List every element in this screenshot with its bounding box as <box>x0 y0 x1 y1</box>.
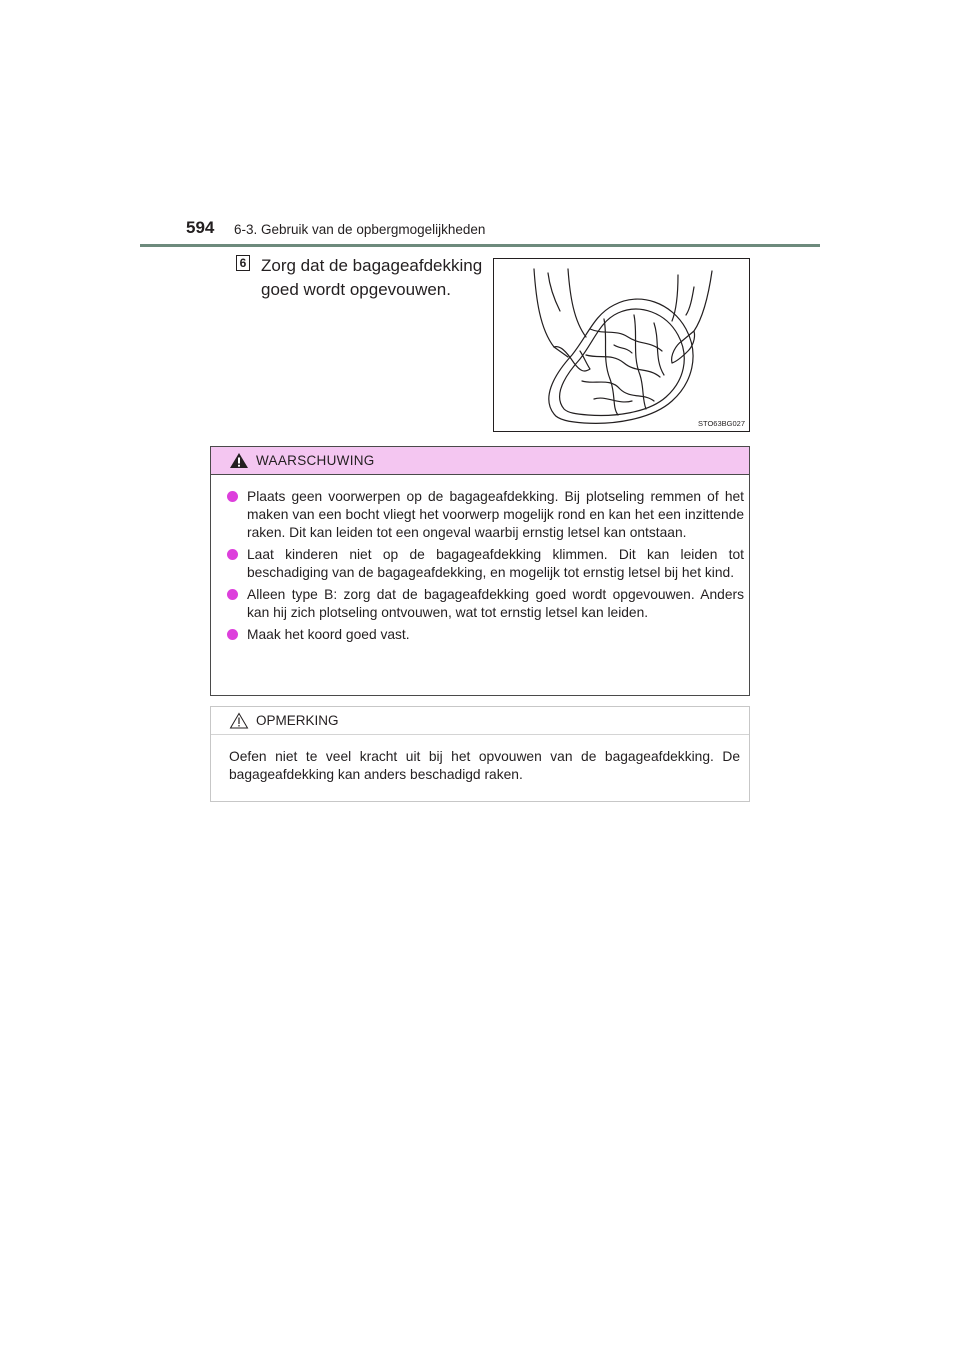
note-box <box>210 706 750 802</box>
bullet-dot-icon <box>227 549 238 560</box>
note-text: Oefen niet te veel kracht uit bij het opvouwen van de bagageafdekking. De bagageafdekking kan anders beschadigd raken. <box>229 749 740 782</box>
warning-item <box>225 586 744 622</box>
figure-code: STO63BG027 <box>698 419 745 428</box>
section-title: 6-3. Gebruik van de opbergmogelijkheden <box>234 222 486 237</box>
header-rule <box>140 244 820 247</box>
warning-item-text: Laat kinderen niet op de bagageafdekking klimmen. Dit kan leiden tot beschadiging van de bagageafdekking, en mogelijk tot ernstig letsel bij het kind. <box>247 547 744 580</box>
step-number: 6 <box>236 255 250 271</box>
warning-item <box>225 488 744 542</box>
warning-item <box>225 546 744 582</box>
caution-outline-icon <box>229 712 249 729</box>
warning-list <box>225 488 744 648</box>
warning-item <box>225 626 744 644</box>
warning-item-text: Maak het koord goed vast. <box>247 627 410 642</box>
warning-box <box>210 446 750 696</box>
warning-triangle-icon <box>229 452 249 469</box>
note-header <box>211 707 749 735</box>
folded-cover-drawing <box>494 259 749 431</box>
warning-item-text: Plaats geen voorwerpen op de bagageafdekking. Bij plotseling remmen of het maken van een bocht vliegt het voorwerp mogelijk rond en kan het een inzittende raken. Dit kan leiden tot een ongeval waarbij ernstig letsel kan ontstaan. <box>247 489 744 540</box>
bullet-dot-icon <box>227 589 238 600</box>
bullet-dot-icon <box>227 491 238 502</box>
bullet-dot-icon <box>227 629 238 640</box>
page-number: 594 <box>186 218 215 237</box>
warning-item-text: Alleen type B: zorg dat de bagageafdekking goed wordt opgevouwen. Anders kan hij zich plotseling ontvouwen, wat tot ernstig letsel kan leiden. <box>247 587 744 620</box>
warning-title: WAARSCHUWING <box>256 453 375 468</box>
note-title: OPMERKING <box>256 713 339 728</box>
warning-header <box>211 447 749 475</box>
illustration-folding-cover <box>493 258 750 432</box>
step-text: Zorg dat de bagageafdekking goed wordt opgevouwen. <box>261 256 483 299</box>
